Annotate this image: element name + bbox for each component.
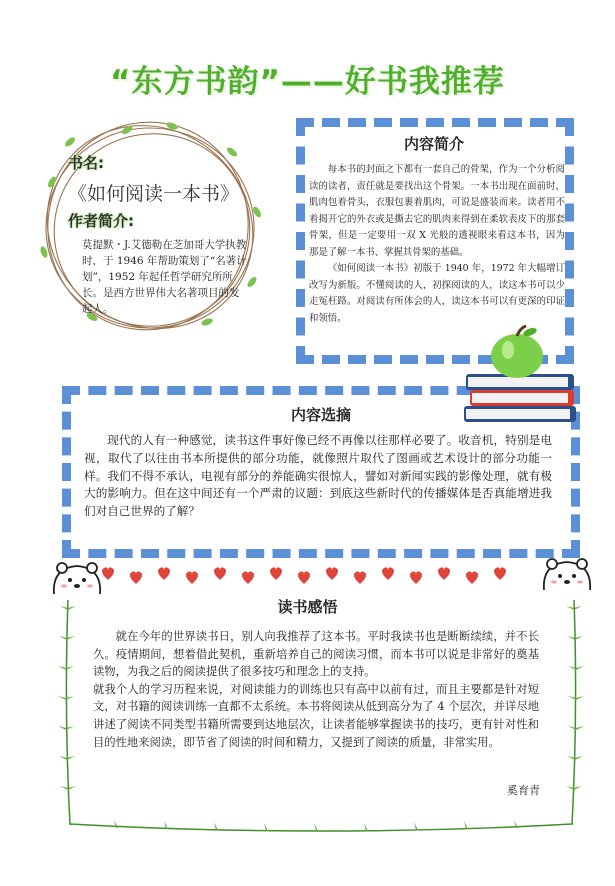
- hearts-garland: [98, 562, 528, 592]
- intro-paragraph: 《如何阅读一本书》初版于 1940 年，1972 年大幅增订改写为新版。不懂阅读的人，初探阅读的人，读这本书可以少走冤枉路。对阅读有所体会的人，读这本书可以有更深的印证和领悟。: [309, 263, 565, 324]
- signature: 奚育青: [507, 784, 540, 797]
- reflection-heading: 读书感悟: [277, 598, 338, 616]
- excerpt-text: 现代的人有一种感觉，读书这件事好像已经不再像以往那样必要了。收音机，特别是电视，取代了以往由书本所提供的部分功能，就像照片取代了图画或艺术设计的部分功能一样。我们不得不承认，电视有部分的养能确实很惊人，譬如对新闻实践的影像处理，就有极大的影响力。但在这中间还有一个严肃的议题：到底这些新时代的传播媒体是否真能增进我们对自己世界的了解？: [84, 433, 552, 519]
- excerpt-heading: 内容选摘: [290, 406, 351, 424]
- book-name-label: 书名:: [68, 154, 104, 172]
- author-bio: 莫提默・J.艾德勒在芝加哥大学执教时，于 1946 年帮助策划了“名著计划”，1952 年起任哲学研究所所长。是西方世界伟大名著项目的发起人。: [82, 239, 247, 315]
- bear-right-icon: [540, 556, 594, 592]
- reflection-paragraph: 就在今年的世界读书日，别人向我推荐了这本书。平时我读书也是断断续续，并不长久。疫情期间，想着借此契机，重新培养自己的阅读习惯，而本书可以说是非常好的奠基读物，为我之后的阅读提供了很多技巧和理念上的支持。: [93, 630, 539, 679]
- intro-heading: 内容简介: [403, 135, 464, 153]
- bear-left-icon: [50, 560, 104, 596]
- intro-paragraph: 每本书的封面之下都有一套自己的骨架，作为一个分析阅读的读者，责任就是要找出这个骨架。一本书出现在面前时，肌肉包着骨头，衣服包裹着肌肉，可说是盛装而来。读者用不着揭开它的外衣或是撕去它的肌肉来得到在柔软表皮下的那套骨架，但是一定要用一双 X 光般的透视眼来看这本书，因为那是了解一本书、掌握其骨架的基础。: [309, 164, 565, 258]
- reflection-text: [93, 628, 539, 751]
- book-info: [68, 152, 248, 317]
- author-label: 作者简介:: [68, 212, 134, 230]
- page-title: “东方书韵”——好书我推荐: [110, 64, 505, 100]
- book-name: 《如何阅读一本书》: [68, 183, 240, 205]
- intro-text: [309, 162, 565, 327]
- apple-books-illustration: [462, 326, 580, 434]
- reflection-paragraph: 就我个人的学习历程来说，对阅读能力的训练也只有高中以前有过，而且主要都是针对短文，对书籍的阅读训练一直都不太系统。本书将阅读从低到高分为了 4 个层次，并详尽地讲述了阅读不同类型书籍所需要到达地层次，让读者能够掌握读书的技巧，更有针对性和目的性地来阅读，即节省了阅读的时间和精力，又提到了阅读的质量，非常实用。: [93, 682, 539, 749]
